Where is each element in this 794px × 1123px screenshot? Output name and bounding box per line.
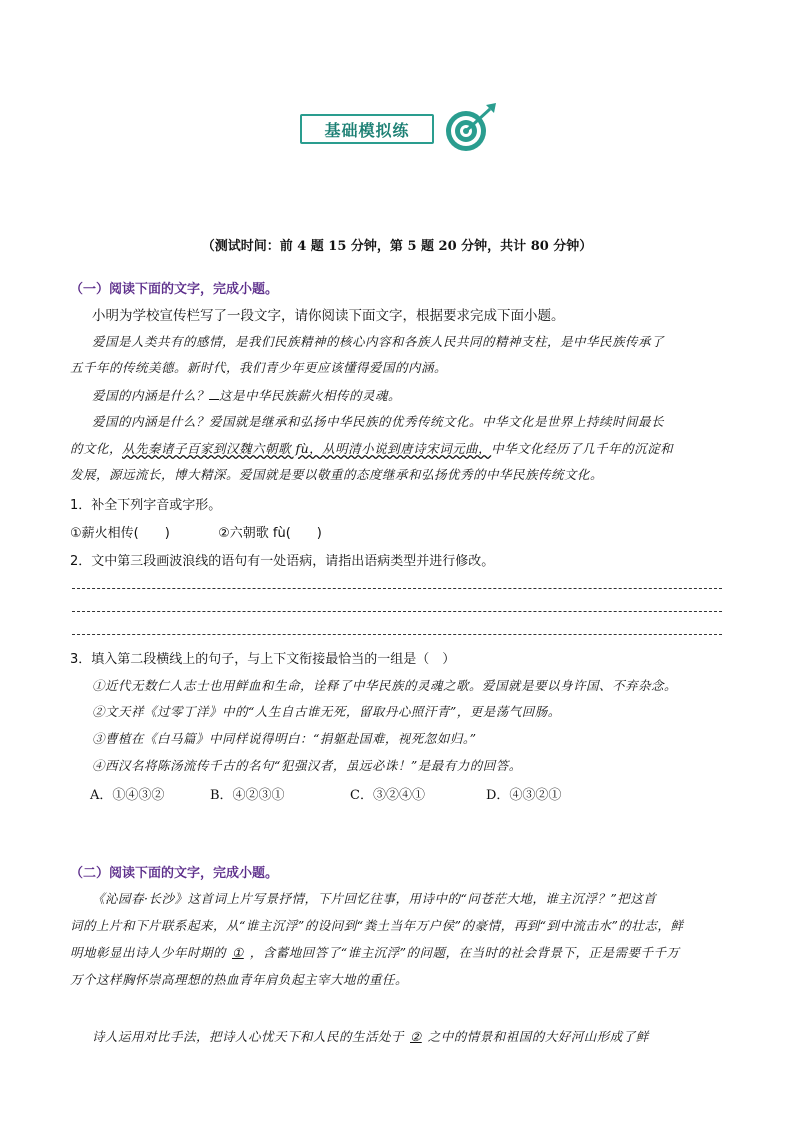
p3-line1: 爱国的内涵是什么？爱国就是继承和弘扬中华民族的优秀传统文化。中华文化是世界上持续时间最长 — [92, 414, 665, 429]
blank-2: ② — [410, 1029, 422, 1044]
q3-option-3: ③曹植在《白马篇》中同样说得明白：“捐躯赴国难，视死忽如归。” — [92, 731, 477, 746]
q2-stem: 2．文中第三段画波浪线的语句有一处语病，请指出语病类型并进行修改。 — [70, 554, 495, 569]
choice-b: B．④②③① — [210, 788, 285, 803]
answer-line-3 — [72, 634, 722, 635]
p2-answer: 这是中华民族薪火相传的灵魂。 — [219, 388, 402, 403]
s2-line3 — [70, 943, 730, 961]
p3-text-a: 的文化， — [70, 441, 123, 456]
q1-item-a: ①薪火相传( ) — [70, 526, 170, 541]
p3-wavy-sentence: 从先秦诸子百家到汉魏六朝歌 fù，从明清小说到唐诗宋词元曲， — [122, 441, 492, 456]
q3-choices — [90, 784, 750, 803]
p1-line2: 五千年的传统美德。新时代，我们青少年更应该懂得爱国的内涵。 — [70, 360, 448, 375]
q3-option-2: ②文天祥《过零丁洋》中的“人生自古谁无死，留取丹心照汗青”，更是荡气回肠。 — [92, 704, 561, 719]
s2-line3-a: 明地彰显出诗人少年时期的 — [70, 945, 227, 960]
s2-line5-b: 之中的情景和祖国的大好河山形成了鲜 — [427, 1029, 649, 1044]
answer-line-2 — [72, 611, 722, 612]
banner-title: 基础模拟练 — [300, 114, 434, 144]
s2-line2: 词的上片和下片联系起来，从“谁主沉浮”的设问到“粪土当年万户侯”的豪情，再到“到中流击水”的壮志，鲜 — [70, 918, 684, 933]
p3-line2 — [70, 439, 730, 457]
target-icon — [442, 101, 498, 153]
s2-line3-b: ，含蓄地回答了“谁主沉浮”的问题，在当时的社会背景下，正是需要千千万 — [249, 945, 680, 960]
q1-stem: 1．补全下列字音或字形。 — [70, 498, 222, 513]
choice-c: C．③②④① — [350, 788, 425, 803]
p3-text-b: 中华文化经历了几千年的沉淀和 — [491, 441, 674, 456]
p2-blank — [209, 399, 219, 400]
choice-d: D．④③②① — [486, 788, 562, 803]
intro: 小明为学校宣传栏写了一段文字，请你阅读下面文字，根据要求完成下面小题。 — [92, 308, 565, 324]
section1-header: （一）阅读下面的文字，完成小题。 — [70, 282, 279, 297]
p2-question: 爱国的内涵是什么？ — [92, 388, 210, 403]
q3-option-1: ①近代无数仁人志士也用鲜血和生命，诠释了中华民族的灵魂之歌。爱国就是要以身许国、不弃杂念。 — [92, 678, 678, 693]
choice-a: A．①④③② — [90, 788, 165, 803]
q1-items — [70, 522, 730, 541]
test-time: （测试时间：前 4 题 15 分钟，第 5 题 20 分钟，共计 80 分钟） — [201, 239, 593, 254]
s2-line1: 《沁园春·长沙》这首词上片写景抒情，下片回忆往事，用诗中的“问苍茫大地，谁主沉浮？”把这首 — [92, 891, 657, 906]
q3-stem: 3．填入第二段横线上的句子，与上下文衔接最恰当的一组是（ ） — [70, 652, 456, 667]
q1-item-b: ②六朝歌 fù( ) — [218, 526, 322, 541]
answer-line-1 — [72, 588, 722, 589]
s2-line4: 万个这样胸怀崇高理想的热血青年肩负起主宰大地的重任。 — [70, 972, 409, 987]
p2-line — [92, 386, 752, 404]
s2-line5-a: 诗人运用对比手法，把诗人心忧天下和人民的生活处于 — [92, 1029, 405, 1044]
p3-line3: 发展，源远流长，博大精深。爱国就是要以敬重的态度继承和弘扬优秀的中华民族传统文化。 — [70, 467, 604, 482]
section2-header: （二）阅读下面的文字，完成小题。 — [70, 866, 279, 881]
p1-line1: 爱国是人类共有的感情，是我们民族精神的核心内容和各族人民共同的精神支柱，是中华民族传承了 — [92, 334, 665, 349]
q3-option-4: ④西汉名将陈汤流传千古的名句“犯强汉者，虽远必诛！”是最有力的回答。 — [92, 758, 522, 773]
s2-line5 — [92, 1027, 752, 1045]
blank-1: ① — [232, 945, 244, 960]
